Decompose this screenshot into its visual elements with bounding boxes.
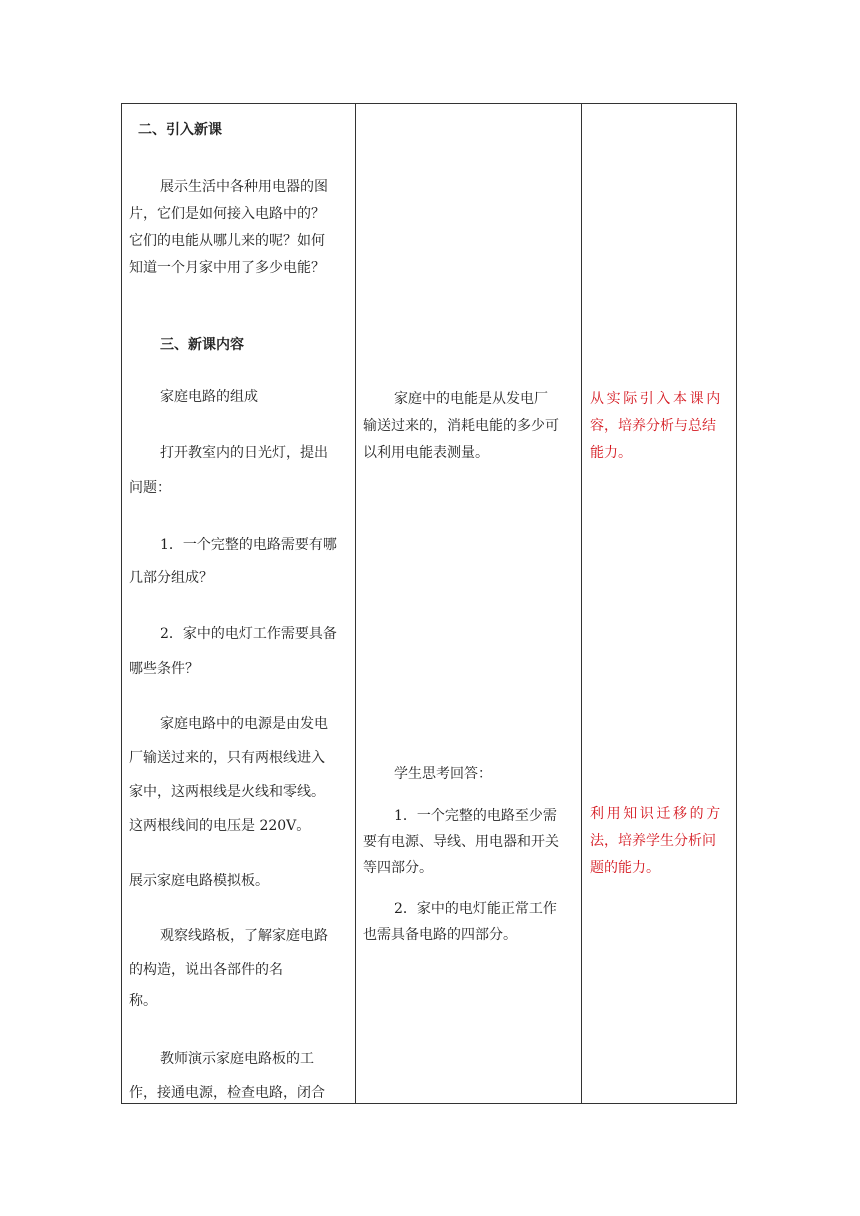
power-source-line: 家中，这两根线是火线和零线。: [129, 784, 325, 800]
intent-note2-line: 题的能力。: [590, 860, 660, 876]
question1-line: 几部分组成？: [129, 570, 213, 586]
question2-line: 2．家中的电灯工作需要具备: [160, 626, 337, 642]
answer1-line: 1．一个完整的电路至少需: [394, 808, 557, 824]
intent-note1-line: 能力。: [590, 445, 632, 461]
intro-text-line: 展示生活中各种用电器的图: [160, 179, 328, 195]
open-light-line: 问题：: [129, 480, 171, 496]
answer2-line: 2．家中的电灯能正常工作: [394, 901, 557, 917]
intent-note2-line: 法，培养学生分析问: [590, 833, 716, 849]
intro-text-line: 它们的电能从哪儿来的呢？如何: [129, 233, 325, 249]
demo-line: 教师演示家庭电路板的工: [160, 1051, 314, 1067]
heading-new-content: 三、新课内容: [160, 337, 244, 353]
energy-line: 输送过来的，消耗电能的多少可: [363, 418, 559, 434]
student-activity-column: [356, 104, 581, 1103]
heading-intro: 二、引入新课: [138, 122, 222, 138]
student-think-text: 学生思考回答：: [394, 766, 492, 782]
subheading-home-circuit: 家庭电路的组成: [160, 389, 258, 405]
intent-note1-line: 从实际引入本课内: [590, 391, 723, 407]
observe-line: 观察线路板，了解家庭电路: [160, 928, 328, 944]
answer2-line: 也需具备电路的四部分。: [363, 927, 517, 943]
intro-text-line: 片，它们是如何接入电路中的？: [129, 206, 325, 222]
question1-line: 1．一个完整的电路需要有哪: [160, 537, 337, 553]
observe-line: 称。: [129, 993, 157, 1009]
power-source-line: 厂输送过来的，只有两根线进入: [129, 750, 325, 766]
demo-line: 作，接通电源，检查电路，闭合: [129, 1085, 325, 1101]
answer1-line: 要有电源、导线、用电器和开关: [363, 834, 559, 850]
energy-line: 家庭中的电能是从发电厂: [394, 391, 548, 407]
power-source-line: 家庭电路中的电源是由发电: [160, 716, 328, 732]
question2-line: 哪些条件？: [129, 661, 199, 677]
intro-text-line: 知道一个月家中用了多少电能？: [129, 260, 325, 276]
answer1-line: 等四部分。: [363, 860, 433, 876]
intent-note2-line: 利用知识迁移的方: [590, 806, 723, 822]
show-board-text: 展示家庭电路模拟板。: [129, 873, 269, 889]
lesson-plan-table: [121, 103, 737, 1104]
energy-line: 以利用电能表测量。: [363, 445, 489, 461]
observe-line: 的构造，说出各部件的名: [129, 962, 283, 978]
open-light-line: 打开教室内的日光灯，提出: [160, 445, 328, 461]
teaching-process-column: [122, 104, 355, 1103]
design-intent-column: [582, 104, 737, 1103]
power-source-line: 这两根线间的电压是 220V。: [129, 818, 311, 834]
intent-note1-line: 容，培养分析与总结: [590, 418, 716, 434]
